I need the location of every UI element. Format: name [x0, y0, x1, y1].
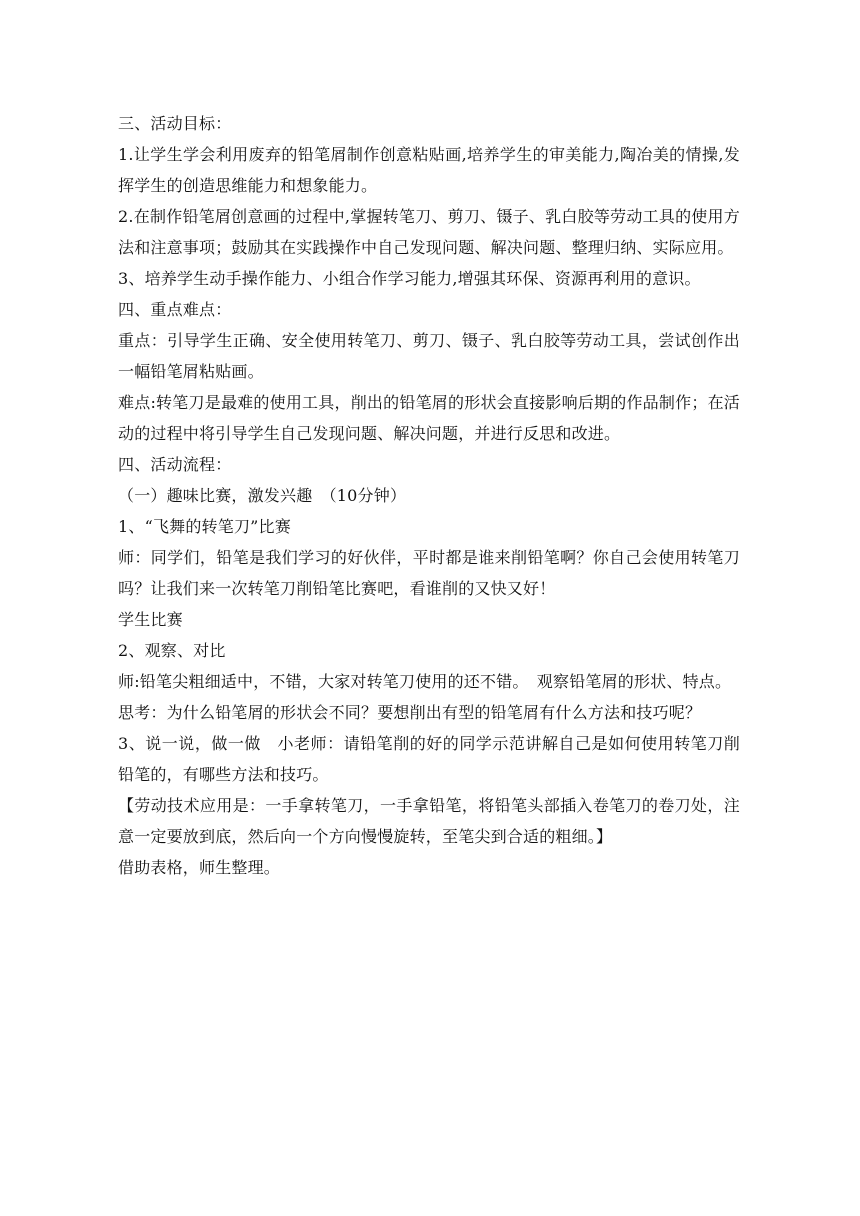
- goal-item-2: 2.在制作铅笔屑创意画的过程中,掌握转笔刀、剪刀、镊子、乳白胶等劳动工具的使用方法和注意事项；鼓励其在实践操作中自己发现问题、解决问题、整理归纳、实际应用。: [118, 207, 740, 257]
- section-heading-activity-goals: 三、活动目标：: [118, 114, 232, 133]
- key-point-paragraph: 重点：引导学生正确、安全使用转笔刀、剪刀、镊子、乳白胶等劳动工具，尝试创作出一幅铅笔屑粘贴画。: [118, 331, 740, 381]
- labor-technique-paragraph: 【劳动技术应用是：一手拿转笔刀，一手拿铅笔，将铅笔头部插入卷笔刀的卷刀处，注意一定要放到底，然后向一个方向慢慢旋转，至笔尖到合适的粗细。】: [118, 796, 740, 846]
- demonstration-paragraph: 3、说一说，做一做 小老师：请铅笔削的好的同学示范讲解自己是如何使用转笔刀削铅笔的，有哪些方法和技巧。: [118, 734, 740, 784]
- student-contest-line: 学生比赛: [118, 610, 183, 629]
- thinking-question-paragraph: 思考：为什么铅笔屑的形状会不同？要想削出有型的铅笔屑有什么方法和技巧呢？: [118, 703, 702, 722]
- observe-compare-heading: 2、观察、对比: [118, 641, 226, 660]
- contest-heading: 1、“飞舞的转笔刀”比赛: [118, 517, 291, 536]
- difficulty-paragraph: 难点:转笔刀是最难的使用工具，削出的铅笔屑的形状会直接影响后期的作品制作；在活动的过程中将引导学生自己发现问题、解决问题，并进行反思和改进。: [118, 393, 740, 443]
- goal-item-1: 1.让学生学会利用废弃的铅笔屑制作创意粘贴画,培养学生的审美能力,陶冶美的情操,发挥学生的创造思维能力和想象能力。: [118, 145, 740, 195]
- teacher-speech-paragraph: 师：同学们，铅笔是我们学习的好伙伴，平时都是谁来削铅笔啊？你自己会使用转笔刀吗？让我们来一次转笔刀削铅笔比赛吧，看谁削的又快又好！: [118, 548, 740, 598]
- process-step-heading: （一）趣味比赛，激发兴趣 （10分钟）: [118, 486, 407, 505]
- table-summary-line: 借助表格，师生整理。: [118, 858, 281, 877]
- document-body: [118, 108, 740, 883]
- section-heading-activity-process: 四、活动流程：: [118, 455, 232, 474]
- section-heading-key-points: 四、重点难点：: [118, 300, 232, 319]
- goal-item-3: 3、培养学生动手操作能力、小组合作学习能力,增强其环保、资源再利用的意识。: [118, 269, 701, 288]
- teacher-observation-paragraph: 师:铅笔尖粗细适中，不错，大家对转笔刀使用的还不错。 观察铅笔屑的形状、特点。: [118, 672, 732, 691]
